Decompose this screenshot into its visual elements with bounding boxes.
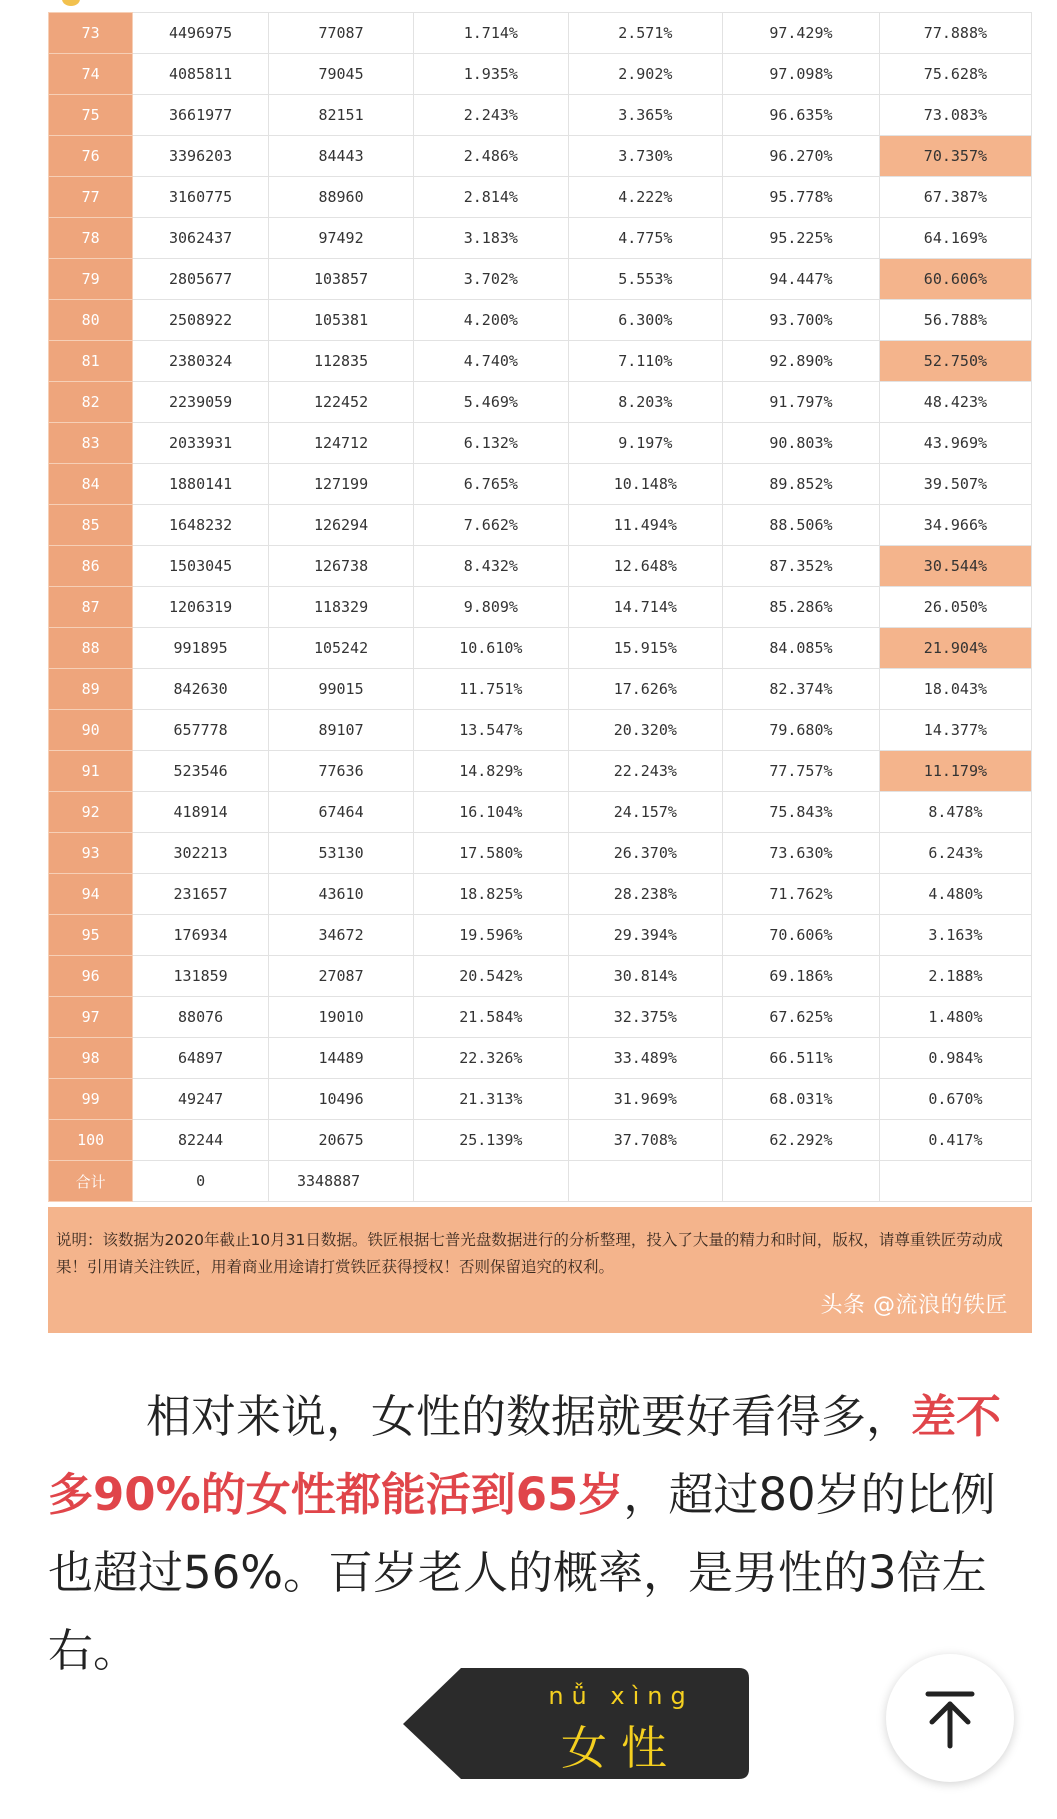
total-value-cell [414,1161,568,1202]
value-cell: 22.326% [414,1038,568,1079]
value-cell: 3661977 [133,95,269,136]
value-cell: 14489 [268,1038,413,1079]
value-cell: 5.469% [414,382,568,423]
value-cell: 88960 [268,177,413,218]
age-cell: 97 [49,997,133,1038]
value-cell: 88.506% [723,505,880,546]
value-cell: 4.480% [879,874,1031,915]
value-cell: 2.902% [568,54,722,95]
value-cell: 2.243% [414,95,568,136]
table-row [49,751,1032,792]
value-cell: 67.387% [879,177,1031,218]
value-cell: 112835 [268,341,413,382]
value-cell: 92.890% [723,341,880,382]
value-cell: 2.571% [568,13,722,54]
value-cell: 103857 [268,259,413,300]
value-cell: 126294 [268,505,413,546]
table-row [49,505,1032,546]
table-row [49,218,1032,259]
value-cell: 8.432% [414,546,568,587]
value-cell: 991895 [133,628,269,669]
value-cell: 19010 [268,997,413,1038]
value-cell: 48.423% [879,382,1031,423]
article-highlight: 差不多90%的女性都能活到65岁 [48,1390,1002,1521]
value-cell: 17.626% [568,669,722,710]
value-cell: 75.843% [723,792,880,833]
total-value-cell [568,1161,722,1202]
app-logo-icon [62,0,80,6]
table-row [49,259,1032,300]
value-cell: 4.740% [414,341,568,382]
value-cell: 17.580% [414,833,568,874]
value-cell: 53130 [268,833,413,874]
value-cell: 39.507% [879,464,1031,505]
value-cell: 94.447% [723,259,880,300]
value-cell: 85.286% [723,587,880,628]
value-cell: 3.730% [568,136,722,177]
table-row [49,833,1032,874]
age-cell: 77 [49,177,133,218]
value-cell: 22.243% [568,751,722,792]
value-cell: 70.606% [723,915,880,956]
value-cell: 105242 [268,628,413,669]
age-cell: 82 [49,382,133,423]
value-cell: 87.352% [723,546,880,587]
value-cell: 64897 [133,1038,269,1079]
value-cell: 16.104% [414,792,568,833]
value-cell: 3062437 [133,218,269,259]
value-cell: 56.788% [879,300,1031,341]
table-row [49,300,1032,341]
value-cell: 1880141 [133,464,269,505]
age-cell: 93 [49,833,133,874]
value-cell: 126738 [268,546,413,587]
value-cell: 24.157% [568,792,722,833]
value-cell: 7.110% [568,341,722,382]
table-row [49,997,1032,1038]
value-cell: 14.377% [879,710,1031,751]
value-cell: 66.511% [723,1038,880,1079]
value-cell: 77636 [268,751,413,792]
value-cell: 73.630% [723,833,880,874]
value-cell: 2805677 [133,259,269,300]
value-cell: 6.243% [879,833,1031,874]
value-cell: 2.486% [414,136,568,177]
value-cell: 90.803% [723,423,880,464]
value-cell: 71.762% [723,874,880,915]
value-cell: 1206319 [133,587,269,628]
value-cell: 68.031% [723,1079,880,1120]
value-cell: 32.375% [568,997,722,1038]
age-cell: 83 [49,423,133,464]
value-cell: 6.132% [414,423,568,464]
value-cell: 49247 [133,1079,269,1120]
age-cell: 95 [49,915,133,956]
value-cell: 21.313% [414,1079,568,1120]
value-cell: 523546 [133,751,269,792]
age-cell: 90 [49,710,133,751]
age-cell: 80 [49,300,133,341]
age-cell: 78 [49,218,133,259]
value-cell: 95.225% [723,218,880,259]
table-row [49,546,1032,587]
value-cell: 96.635% [723,95,880,136]
age-cell: 85 [49,505,133,546]
value-cell: 1.714% [414,13,568,54]
total-value-cell: 3348887 [268,1161,413,1202]
value-cell: 11.751% [414,669,568,710]
value-cell: 64.169% [879,218,1031,259]
value-cell: 5.553% [568,259,722,300]
value-cell: 79.680% [723,710,880,751]
value-cell: 4.222% [568,177,722,218]
age-cell: 89 [49,669,133,710]
value-cell: 67464 [268,792,413,833]
value-cell: 8.203% [568,382,722,423]
value-cell: 11.179% [879,751,1031,792]
age-cell: 100 [49,1120,133,1161]
table-note [48,1207,1032,1333]
value-cell: 842630 [133,669,269,710]
value-cell: 95.778% [723,177,880,218]
arrow-up-to-top-icon [886,1654,1014,1782]
value-cell: 29.394% [568,915,722,956]
value-cell: 19.596% [414,915,568,956]
value-cell: 43.969% [879,423,1031,464]
value-cell: 52.750% [879,341,1031,382]
article-text-part1: 相对来说，女性的数据就要好看得多， [146,1390,912,1443]
value-cell: 31.969% [568,1079,722,1120]
table-row [49,710,1032,751]
value-cell: 77.888% [879,13,1031,54]
age-cell: 92 [49,792,133,833]
total-value-cell [879,1161,1031,1202]
value-cell: 25.139% [414,1120,568,1161]
value-cell: 67.625% [723,997,880,1038]
age-cell: 86 [49,546,133,587]
value-cell: 26.370% [568,833,722,874]
age-cell: 87 [49,587,133,628]
value-cell: 28.238% [568,874,722,915]
age-cell: 99 [49,1079,133,1120]
value-cell: 3.702% [414,259,568,300]
value-cell: 34.966% [879,505,1031,546]
value-cell: 131859 [133,956,269,997]
value-cell: 14.829% [414,751,568,792]
table-row [49,669,1032,710]
value-cell: 4.775% [568,218,722,259]
value-cell: 79045 [268,54,413,95]
value-cell: 88076 [133,997,269,1038]
value-cell: 10.610% [414,628,568,669]
table-row [49,464,1032,505]
value-cell: 69.186% [723,956,880,997]
value-cell: 37.708% [568,1120,722,1161]
value-cell: 9.197% [568,423,722,464]
value-cell: 30.544% [879,546,1031,587]
value-cell: 418914 [133,792,269,833]
value-cell: 77087 [268,13,413,54]
age-cell: 74 [49,54,133,95]
value-cell: 43610 [268,874,413,915]
value-cell: 15.915% [568,628,722,669]
value-cell: 18.825% [414,874,568,915]
table-row [49,382,1032,423]
total-value-cell: 0 [133,1161,269,1202]
value-cell: 91.797% [723,382,880,423]
value-cell: 6.300% [568,300,722,341]
value-cell: 231657 [133,874,269,915]
value-cell: 62.292% [723,1120,880,1161]
tooltip-hanzi: 女性 [561,1721,681,1775]
age-cell: 98 [49,1038,133,1079]
value-cell: 77.757% [723,751,880,792]
value-cell: 3396203 [133,136,269,177]
value-cell: 60.606% [879,259,1031,300]
value-cell: 2380324 [133,341,269,382]
value-cell: 10.148% [568,464,722,505]
value-cell: 4085811 [133,54,269,95]
value-cell: 84443 [268,136,413,177]
value-cell: 2.188% [879,956,1031,997]
value-cell: 89.852% [723,464,880,505]
value-cell: 3.365% [568,95,722,136]
table-row [49,1120,1032,1161]
value-cell: 6.765% [414,464,568,505]
value-cell: 4496975 [133,13,269,54]
value-cell: 8.478% [879,792,1031,833]
value-cell: 82.374% [723,669,880,710]
total-value-cell [723,1161,880,1202]
value-cell: 33.489% [568,1038,722,1079]
value-cell: 118329 [268,587,413,628]
table-row [49,54,1032,95]
data-table [48,12,1032,1202]
value-cell: 82244 [133,1120,269,1161]
pinyin-tooltip[interactable] [399,1664,753,1783]
value-cell: 13.547% [414,710,568,751]
value-cell: 20.542% [414,956,568,997]
age-cell: 94 [49,874,133,915]
value-cell: 18.043% [879,669,1031,710]
age-cell: 96 [49,956,133,997]
value-cell: 97492 [268,218,413,259]
value-cell: 0.670% [879,1079,1031,1120]
table-row [49,587,1032,628]
value-cell: 124712 [268,423,413,464]
scroll-to-top-button[interactable] [886,1654,1014,1782]
value-cell: 302213 [133,833,269,874]
value-cell: 3.183% [414,218,568,259]
value-cell: 34672 [268,915,413,956]
value-cell: 3.163% [879,915,1031,956]
value-cell: 96.270% [723,136,880,177]
value-cell: 99015 [268,669,413,710]
age-cell: 81 [49,341,133,382]
value-cell: 1.935% [414,54,568,95]
article-paragraph [48,1378,1032,1690]
table-total-row [49,1161,1032,1202]
value-cell: 84.085% [723,628,880,669]
value-cell: 26.050% [879,587,1031,628]
total-label-cell: 合计 [49,1161,133,1202]
table-row [49,628,1032,669]
value-cell: 176934 [133,915,269,956]
value-cell: 14.714% [568,587,722,628]
value-cell: 93.700% [723,300,880,341]
value-cell: 2508922 [133,300,269,341]
value-cell: 97.429% [723,13,880,54]
value-cell: 4.200% [414,300,568,341]
table-row [49,792,1032,833]
value-cell: 20.320% [568,710,722,751]
value-cell: 3160775 [133,177,269,218]
value-cell: 30.814% [568,956,722,997]
value-cell: 2033931 [133,423,269,464]
value-cell: 21.904% [879,628,1031,669]
value-cell: 1648232 [133,505,269,546]
value-cell: 7.662% [414,505,568,546]
value-cell: 10496 [268,1079,413,1120]
table-row [49,423,1032,464]
table-row [49,874,1032,915]
value-cell: 97.098% [723,54,880,95]
table-row [49,915,1032,956]
table-row [49,177,1032,218]
table-row [49,13,1032,54]
value-cell: 0.417% [879,1120,1031,1161]
age-cell: 75 [49,95,133,136]
age-cell: 79 [49,259,133,300]
value-cell: 20675 [268,1120,413,1161]
age-cell: 84 [49,464,133,505]
value-cell: 27087 [268,956,413,997]
life-table [48,12,1032,1202]
value-cell: 127199 [268,464,413,505]
table-row [49,95,1032,136]
age-cell: 73 [49,13,133,54]
value-cell: 11.494% [568,505,722,546]
age-cell: 91 [49,751,133,792]
note-text: 说明：该数据为2020年截止10月31日数据。铁匠根据七普光盘数据进行的分析整理，投入了大量的精力和时间，版权，请尊重铁匠劳动成果！引用请关注铁匠，用着商业用途请打赏铁匠获得授权！否则保留追究的权利。 [56,1231,1003,1276]
watermark: 头条 @流浪的铁匠 [820,1293,1008,1318]
table-row [49,136,1032,177]
value-cell: 89107 [268,710,413,751]
value-cell: 2.814% [414,177,568,218]
article-text-part2: ，超过80岁的比例也超过56%。百岁老人的概率，是男性的3倍左右。 [48,1468,996,1677]
table-row [49,1079,1032,1120]
value-cell: 1.480% [879,997,1031,1038]
table-row [49,341,1032,382]
value-cell: 2239059 [133,382,269,423]
age-cell: 76 [49,136,133,177]
table-row [49,1038,1032,1079]
tooltip-pinyin: nǚ xìng [548,1682,694,1710]
age-cell: 88 [49,628,133,669]
value-cell: 12.648% [568,546,722,587]
value-cell: 82151 [268,95,413,136]
value-cell: 73.083% [879,95,1031,136]
value-cell: 75.628% [879,54,1031,95]
value-cell: 21.584% [414,997,568,1038]
value-cell: 9.809% [414,587,568,628]
value-cell: 70.357% [879,136,1031,177]
value-cell: 105381 [268,300,413,341]
value-cell: 657778 [133,710,269,751]
value-cell: 122452 [268,382,413,423]
value-cell: 0.984% [879,1038,1031,1079]
table-row [49,956,1032,997]
value-cell: 1503045 [133,546,269,587]
